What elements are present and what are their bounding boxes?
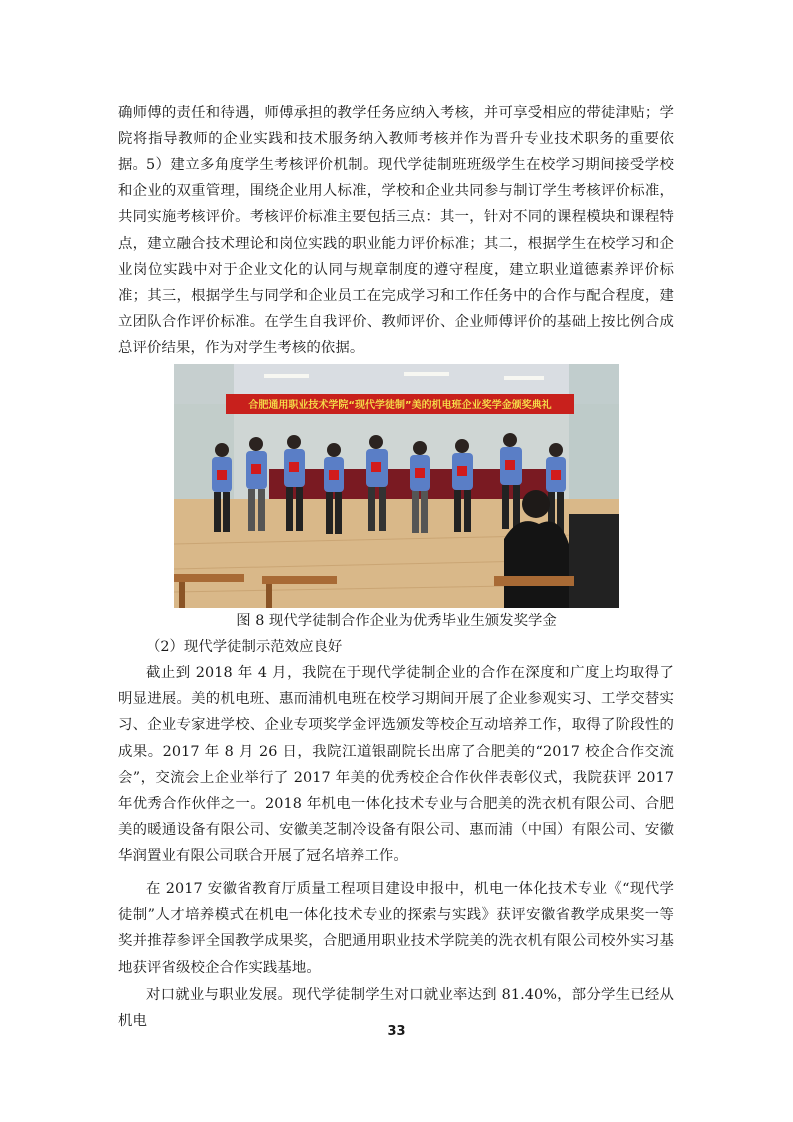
paragraph-teacher-responsibility: 确师傅的责任和待遇，师傅承担的教学任务应纳入考核，并可享受相应的带徒津贴；学院将指导教师的企业实践和技术服务纳入教师考核并作为晋升专业技术职务的重要依据。	[118, 105, 674, 174]
banner-text: 合肥通用职业技术学院“现代学徒制”美的机电班企业奖学金颁奖典礼	[248, 400, 552, 411]
section-heading: （2）现代学徒制示范效应良好	[146, 639, 343, 655]
paragraph-employment: 对口就业与职业发展。现代学徒制学生对口就业率达到 81.40%，部分学生已经从机电	[118, 987, 674, 1030]
page-number: 33	[387, 1024, 406, 1039]
paragraph-teaching-award: 在 2017 安徽省教育厅质量工程项目建设申报中，机电一体化技术专业《“现代学徒制”人才培养模式在机电一体化技术专业的探索与实践》获评安徽省教学成果奖一等奖并推荐参评全国教学成果奖，合肥通用职业技术学院美的洗衣机有限公司校外实习基地获评省级校企合作实践基地。	[118, 881, 674, 976]
paragraph-student-assessment: 5）建立多角度学生考核评价机制。现代学徒制班班级学生在校学习期间接受学校和企业的双重管理，围绕企业用人标准，学校和企业共同参与制订学生考核评价标准，共同实施考核评价。考核评价标准主要包括三点：其一，针对不同的课程模块和课程特点，建立融合技术理论和岗位实践的职业能力评价标准；其二，根据学生在校学习和企业岗位实践中对于企业文化的认同与规章制度的遵守程度，建立职业道德素养评价标准；其三，根据学生与同学和企业员工在完成学习和工作任务中的合作与配合程度，建立团队合作评价标准。在学生自我评价、教师评价、企业师傅评价的基础上按比例合成总评价结果，作为对学生考核的依据。	[118, 157, 674, 357]
award-ceremony-photo	[174, 364, 619, 608]
figure-caption: 图 8 现代学徒制合作企业为优秀毕业生颁发奖学金	[236, 613, 557, 629]
paragraph-demonstration-effect: 截止到 2018 年 4 月，我院在于现代学徒制企业的合作在深度和广度上均取得了明显进展。美的机电班、惠而浦机电班在校学习期间开展了企业参观实习、工学交替实习、企业专家进学校、企业专项奖学金评选颁发等校企互动培养工作，取得了阶段性的成果。2017 年 8 月 26 日，我院江道银副院长出席了合肥美的“2017 校企合作交流会”，交流会上企业举行了 2017 年美的优秀校企合作伙伴表彰仪式，我院获评 2017 年优秀合作伙伴之一。2018 年机电一体化技术专业与合肥美的洗衣机有限公司、合肥美的暖通设备有限公司、安徽美芝制冷设备有限公司、惠而浦（中国）有限公司、安徽华润置业有限公司联合开展了冠名培养工作。	[118, 665, 674, 865]
